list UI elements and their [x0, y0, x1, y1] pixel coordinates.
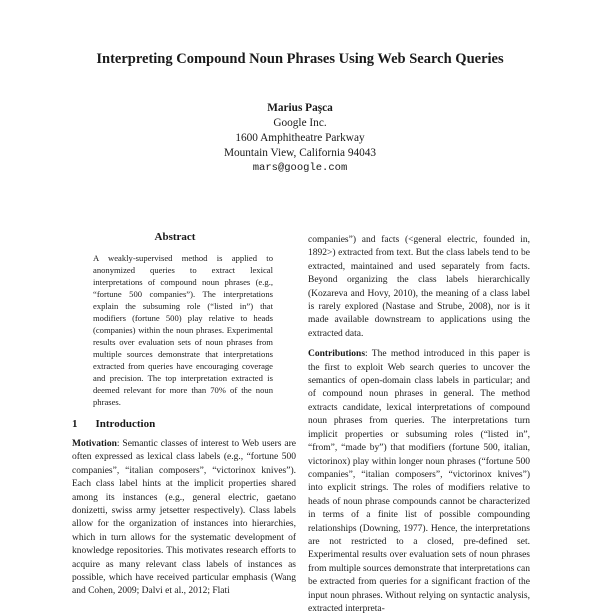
continuation-paragraph: companies”) and facts (<general electric, founded in, 1892>) extracted from text. But the class labels tend to be extracted, maintained and used separately from facts. Beyond organizing the class labels hierarchically (Kozareva and Hovy, 2010), the meaning of a class label is rarely explored (Nastase and Strube, 2008), nor is it made available downstream to applications using the extracted data.	[308, 235, 530, 339]
section-title: Introduction	[95, 418, 156, 430]
contributions-text: : The method introduced in this paper is the first to exploit Web search queries to uncover the semantics of open-domain class labels in particular; and of compound noun phrases in general. The method extracts candidate, lexical interpretations of compound noun phrases from queries. The interpretations turn implicit properties or subsuming roles (“listed in”, “from”, “made by”) that modifiers (fortune 500, italian, victorinox) play within longer noun phrases (“fortune 500 companies”, “italian composers”, “victorinox knives”) into explicit strings. The roles of modifiers relative to heads of noun phrase compounds cannot be characterized in terms of a finite list of possible compounding relationships (Downing, 1977). Hence, the interpretations are not restricted to a closed, pre-defined set. Experimental results over evaluation sets of noun phrases from multiple sources demonstrate that interpretations can be extracted from queries for a significant fraction of the input noun phrases. Without relying on syntactic analysis, extracted interpreta-	[308, 349, 530, 614]
left-column-body	[72, 438, 296, 599]
author-address-line1: 1600 Amphitheatre Parkway	[235, 132, 365, 144]
author-name: Marius Paşca	[267, 102, 333, 114]
author-email: mars@google.com	[252, 162, 348, 174]
author-block	[0, 101, 600, 176]
section-heading	[72, 418, 155, 430]
abstract-text: A weakly-supervised method is applied to anonymized queries to extract lexical interpretations of compound noun phrases (e.g., “fortune 500 companies”). The interpretations explain the subsuming role (“listed in”) that modifiers (fortune 500) play relative to heads (companies) within the noun phrases. Experimental results over evaluation sets of noun phrases from multiple sources demonstrate that interpretations extracted from queries have encouraging coverage and precision. The top interpretation extracted is deemed relevant for more than 70% of the noun phrases.	[93, 253, 273, 407]
contributions-paragraph	[308, 348, 530, 616]
author-address-line2: Mountain View, California 94043	[223, 147, 377, 159]
section-number: 1	[72, 418, 78, 430]
right-column-body	[308, 234, 530, 616]
paper-title: Interpreting Compound Noun Phrases Using Web Search Queries	[96, 51, 504, 67]
motivation-paragraph	[72, 438, 296, 599]
motivation-label: Motivation	[72, 439, 117, 449]
author-affiliation: Google Inc.	[273, 117, 327, 129]
motivation-text: : Semantic classes of interest to Web users are often expressed as lexical class labels (e.g., “fortune 500 companies”, “italian composers”, “victorinox knives”). Each class label hints at the implicit properties shared among its instances (e.g., general electric, gaetano donizetti, swiss army jetsetter respectively). Class labels allow for the organization of instances into hierarchies, which in turn allows for the systematic development of knowledge repositories. This motivates research efforts to acquire as many relevant class labels of instances as possible, which have received particular emphasis (Wang and Cohen, 2009; Dalvi et al., 2012; Flati	[72, 439, 296, 597]
abstract-heading: Abstract	[154, 231, 196, 243]
contributions-label: Contributions	[308, 349, 366, 360]
